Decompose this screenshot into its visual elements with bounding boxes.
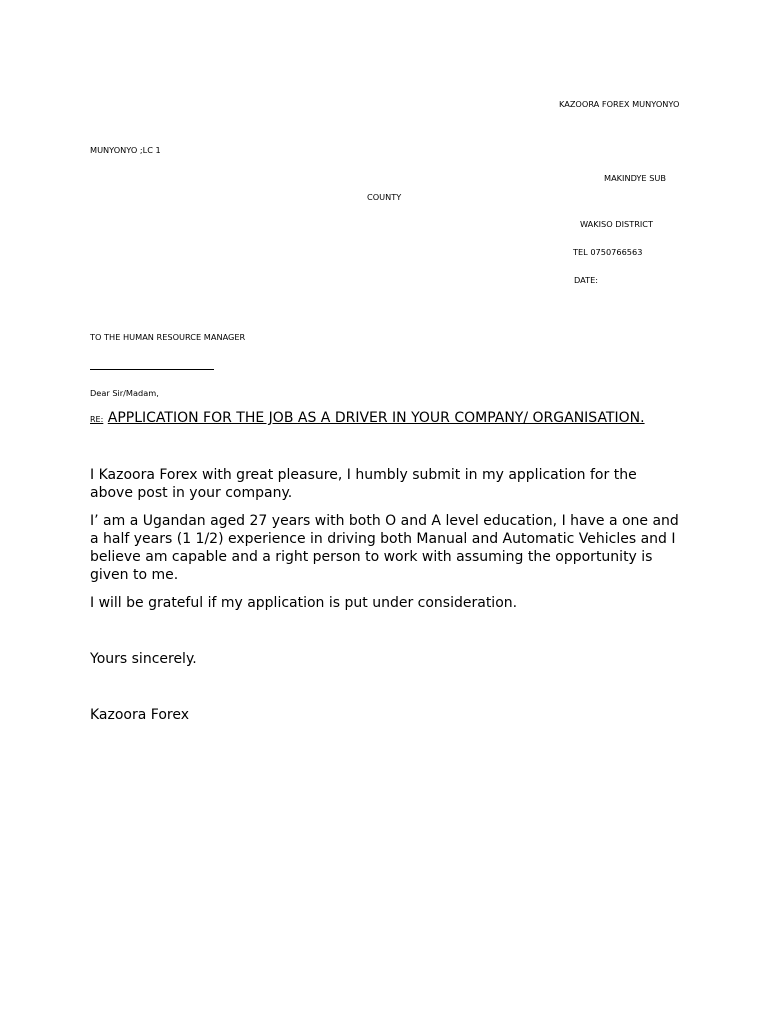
sender-subcounty-line: MAKINDYE SUB (604, 173, 667, 183)
sender-address-line: MUNYONYO ;LC 1 (90, 145, 161, 155)
body-paragraph-2: I’ am a Ugandan aged 27 years with both O and A level education, I have a one and a half years (1 1/2) experience in driving both Manual and Automatic Vehicles and I believe am capable and a right person to work with assuming the opportunity is given to me. (90, 513, 679, 583)
date-line: DATE: (574, 275, 599, 285)
recipient-blank-line (90, 369, 214, 370)
sender-district-line: WAKISO DISTRICT (580, 219, 654, 229)
body-paragraph-3: I will be grateful if my application is put under consideration. (90, 595, 518, 611)
valediction: Yours sincerely. (90, 651, 197, 667)
subject-label: RE: (90, 415, 104, 424)
sender-county-line: COUNTY (367, 192, 402, 202)
subject-text: APPLICATION FOR THE JOB AS A DRIVER IN YOUR COMPANY/ ORGANISATION. (107, 410, 645, 426)
sender-name-line: KAZOORA FOREX MUNYONYO (559, 99, 680, 109)
sender-tel-line: TEL 0750766563 (573, 247, 643, 257)
subject-line (90, 409, 645, 429)
salutation: Dear Sir/Madam, (90, 388, 159, 398)
body-paragraph-1: I Kazoora Forex with great pleasure, I humbly submit in my application for the above post in your company. (90, 467, 637, 501)
recipient-title: TO THE HUMAN RESOURCE MANAGER (90, 332, 246, 342)
signature-name: Kazoora Forex (90, 707, 189, 723)
